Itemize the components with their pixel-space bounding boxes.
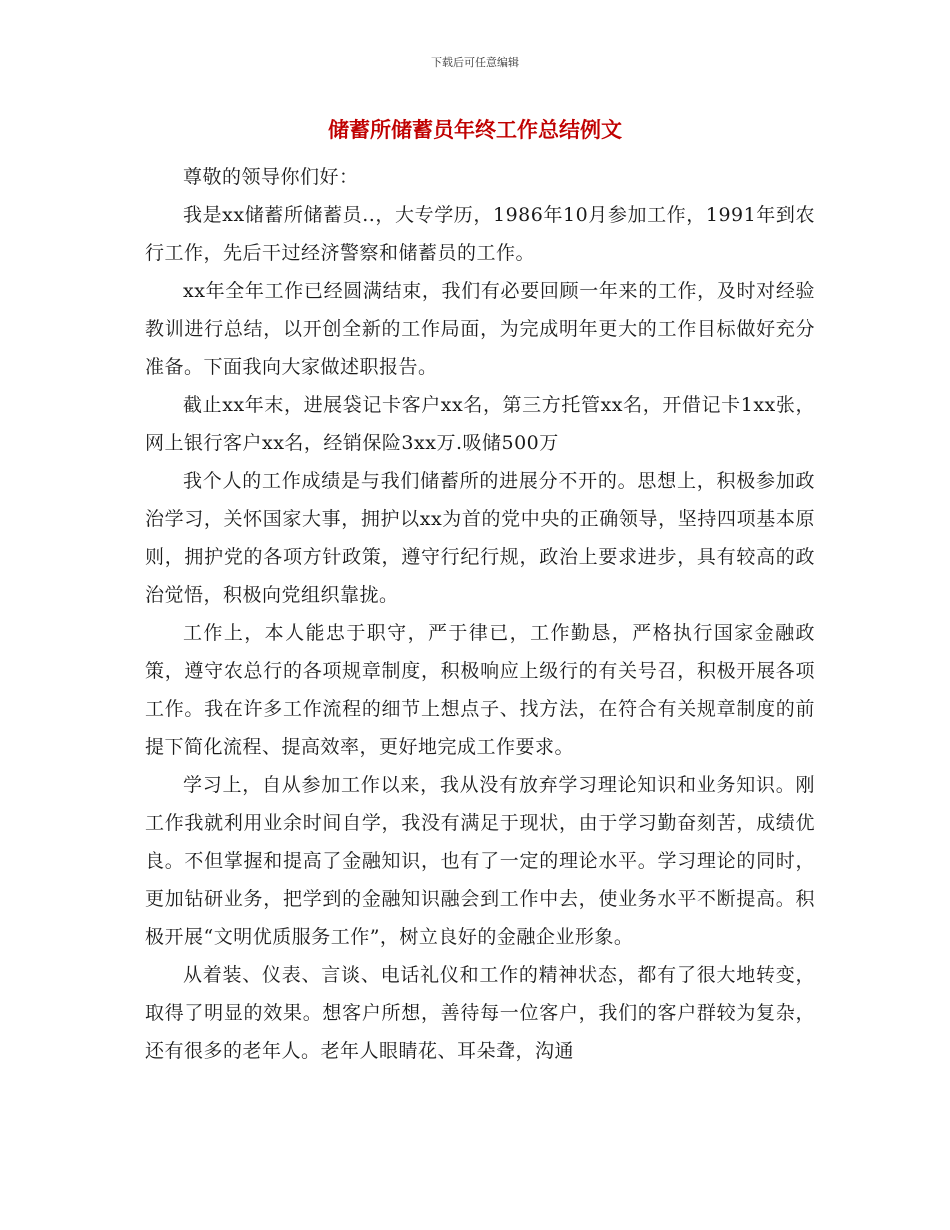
paragraph-study: 学习上，自从参加工作以来，我从没有放弃学习理论知识和业务知识。刚工作我就利用业余时间自学，我没有满足于现状，由于学习勤奋刻苦，成绩优良。不但掌握和提高了金融知识，也有了一定的理论水平。学习理论的同时，更加钻研业务，把学到的金融知识融会到工作中去，使业务水平不断提高。积极开展“文明优质服务工作”，树立良好的金融企业形象。 <box>145 774 815 948</box>
paragraph-greeting: 尊敬的领导你们好： <box>183 166 359 188</box>
paragraph-ideology: 我个人的工作成绩是与我们储蓄所的进展分不开的。思想上，积极参加政治学习，关怀国家大事，拥护以xx为首的党中央的正确领导，坚持四项基本原则，拥护党的各项方针政策，遵守行纪行规，政治上要求进步，具有较高的政治觉悟，积极向党组织靠拢。 <box>145 470 815 606</box>
paragraph-statistics: 截止xx年末，进展袋记卡客户xx名，第三方托管xx名，开借记卡1xx张，网上银行客户xx名，经销保险3xx万.吸储500万 <box>145 394 815 454</box>
paragraph-work: 工作上，本人能忠于职守，严于律已，工作勤恳，严格执行国家金融政策，遵守农总行的各项规章制度，积极响应上级行的有关号召，积极开展各项工作。我在许多工作流程的细节上想点子、找方法，在符合有关规章制度的前提下简化流程、提高效率，更好地完成工作要求。 <box>145 622 815 758</box>
document-body <box>145 158 815 1070</box>
paragraph-introduction: 我是xx储蓄所储蓄员..，大专学历，1986年10月参加工作，1991年到农行工作，先后干过经济警察和储蓄员的工作。 <box>145 204 815 264</box>
document-title: 储蓄所储蓄员年终工作总结例文 <box>328 118 622 142</box>
paragraph-overview: xx年全年工作已经圆满结束，我们有必要回顾一年来的工作，及时对经验教训进行总结，以开创全新的工作局面，为完成明年更大的工作目标做好充分准备。下面我向大家做述职报告。 <box>145 280 815 378</box>
paragraph-service: 从着装、仪表、言谈、电话礼仪和工作的精神状态，都有了很大地转变，取得了明显的效果。想客户所想，善待每一位客户，我们的客户群较为复杂，还有很多的老年人。老年人眼睛花、耳朵聋，沟通 <box>145 964 815 1062</box>
page-header-note: 下载后可任意编辑 <box>431 56 519 69</box>
